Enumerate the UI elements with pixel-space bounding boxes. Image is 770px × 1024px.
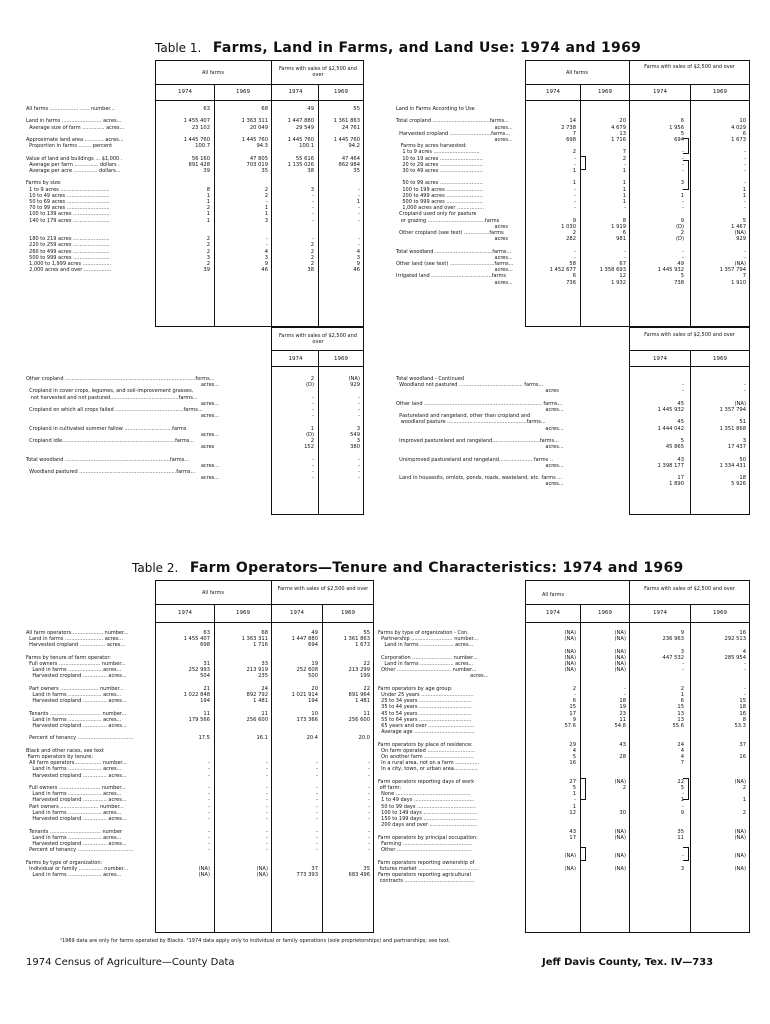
table1-cont-col-1969: - - (NA) 1 357 794 51 1 351 868 3 17 437 50 1 334 431 18 5 926 — [719, 382, 746, 488]
table1-right-col-1969-sales: 10 4 029 6 1 673 - - - - - 1 1 - - 5 1 467 (NA) 929 - - (NA) 1 357 794 7 1 910 — [719, 118, 746, 286]
table2-right-bracket-1 — [580, 778, 586, 800]
table1-right-hdr-sales: Farms with sales of $2,500 and over — [644, 64, 735, 70]
table2-right-bracket-4 — [683, 847, 689, 861]
table2-right-year-1974-b: 1974 — [653, 610, 667, 616]
table2-right-year-1969-b: 1969 — [713, 610, 727, 616]
table1-right-bracket-1 — [580, 156, 586, 170]
table2-right-hdr-sales: Farms with sales of $2,500 and over — [644, 586, 735, 592]
table2-right-stub: Farms by type of organization - Con. Partnership .......................... number... Land in farms ..................... acres... Corporation ......................... number... Land in farms ..................... acres... Other .................................. number... acres... Farm operators by age group: Under 25 years ................................. 25 to 34 years ................................. 35 to 44 years ................................. 45 to 54 years ................................. 55 to 64 years ................................. 65 years and over ............................. Average age ...................................... Farm operators by place of residence: On farm operated .............................. On another farm ............................... In a rural area, not on a farm ............... In a city, town, or urban area............... Farm operators reporting days of work off farm: None ............................................... 1 to 49 days ...................................... 50 to 99 days ..................................... 100 to 149 days .................................. 150 to 199 days .................................. 200 days and over .............................. Farm operators by principal occupation: Farming ............................................ Other ............................................... Farm operators reporting ownership of futures market ...................................... Farm operators reporting agricultural contracts ............................................ — [378, 630, 489, 885]
table2-left-col-1969-sales: 55 1 361 863 1 673 22 213 299 199 22 891 964 1 481 11 256 600 20.0 - - - - - - - - - - - - - 35 683 496 — [343, 630, 370, 878]
table1-mid-hdr: Farms with sales of $2,500 and over — [279, 333, 357, 345]
table1-right-bracket-3 — [683, 160, 689, 190]
table2-right-col-1974-sales: 9 236 963 3 447 532 - - 2 1 6 15 13 13 55.6 24 4 4 7 22 5 - 1 - 9 35 11 - 3 — [662, 630, 684, 872]
table1-left-col-1974-sales: 49 1 447 880 29 549 1 445 760 100.1 55 616 1 135 026 38 3 - - - - - - 2 2 2 2 38 — [287, 106, 314, 274]
table1-year-1969-b: 1969 — [334, 89, 348, 95]
table1-title — [155, 37, 641, 56]
table1-year-1974-a: 1974 — [178, 89, 192, 95]
table2-left-col-1974-all: 63 1 455 407 698 31 252 993 504 21 1 022 848 194 11 179 566 17.5 - - - - - - - - - - - - - (NA) (NA) — [183, 630, 210, 878]
table1-left-stub: All farms .................. ...... number... Land in farms ......................... acres... Average size of farm .............. acres... Approximate land area ............ acres... Proportion in farms ........ percent Value of land and buildings ... $1,000 . Average per farm ............... dollars . Average per acre ............... dollars... Farms by size: 1 to 9 acres ............................... 10 to 49 acres ........................... 50 to 69 acres ........................... 70 to 99 acres ........................... 100 to 139 acres ....................... 140 to 179 acres ....................... 180 to 219 acres ....................... 220 to 259 acres ....................... 260 to 499 acres ....................... 500 to 999 acres ....................... 1,000 to 1,999 acres .................. 2,000 acres and over ................. — [26, 106, 125, 274]
table2-left-year-1969-a: 1969 — [236, 610, 250, 616]
table1-hdr-all-farms: All farms — [201, 70, 225, 76]
table2-right-hdr-all: All farms — [541, 592, 565, 598]
table2-heading: Farm Operators—Tenure and Characteristics: 1974 and 1969 — [189, 560, 684, 576]
table2-left-year-1974-a: 1974 — [178, 610, 192, 616]
table1-right-col-1969-all: 20 4 679 13 1 716 7 2 - 1 1 1 1 1 - 8 1 919 6 981 - - 67 1 358 693 12 1 932 — [599, 118, 626, 286]
table1-cont-stub: Total woodland - Continued Woodland not pastured ........................................ farms... acres Other land .......................................................................... farms... acres... Pastureland and rangeland, other than cropland and woodland pasture ..................................................farms... acres... Improved pastureland and rangeland..............................farms... acres... Unimproved pastureland and rangeland..................... farms .. acres... Land in housesits, ornlots, ponds, roads, wasteland, etc. farms ... acres... — [396, 376, 564, 488]
table1-heading: Farms, Land in Farms, and Land Use: 1974 and 1969 — [212, 40, 642, 56]
table1-cont-hdr: Farms with sales of $2,500 and over — [644, 332, 735, 338]
table1-mid-year-1969: 1969 — [334, 356, 348, 362]
table2-left-year-1974-b: 1974 — [290, 610, 304, 616]
table1-right-year-1969-b: 1969 — [713, 89, 727, 95]
table1-year-1969-a: 1969 — [236, 89, 250, 95]
table1-left-col-1969-all: 68 1 363 311 20 049 1 445 760 94.3 47 805 703 019 35 2 2 - 1 1 3 - - 4 3 9 46 — [241, 106, 268, 274]
table1-cont-year-1969: 1969 — [713, 356, 727, 362]
table2-left-col-1974-sales: 49 1 447 880 694 19 252 608 500 20 1 021 914 194 10 173 366 20.4 - - - - - - - - - - - - - 37 773 393 — [291, 630, 318, 878]
table1-left-col-1974-all: 63 1 455 407 23 102 1 445 760 100.7 56 160 891 428 39 8 1 1 2 1 1 2 2 2 3 2 39 — [183, 106, 210, 274]
footer-county-page: Jeff Davis County, Tex. IV—733 — [542, 957, 714, 968]
table2-left-col-1969-all: 68 1 363 311 1 716 33 213 919 235 24 892 792 1 481 11 256 600 16.1 - - - - - - - - - - - - - (NA) (NA) — [241, 630, 268, 878]
table1-right-year-1974-b: 1974 — [653, 89, 667, 95]
table2-right-col-1969-all: (NA) (NA) (NA) (NA) (NA) (NA) - - 18 19 23 11 54.8 43 28 (NA) 2 30 (NA) (NA) (NA) (NA) — [614, 630, 626, 872]
table1-hdr-sales: Farms with sales of $2,500 and over — [279, 66, 357, 78]
table2-left-hdr-sales: Farms with sales of $2,500 and over — [277, 586, 369, 592]
table2-right-bracket-2 — [683, 778, 689, 800]
table2-right-year-1969-a: 1969 — [598, 610, 612, 616]
table1-right-col-1974-sales: 6 1 956 5 694 - - - - 3 - 1 - - 9 (D) 2 (D) - - 49 1 445 932 5 738 — [657, 118, 684, 286]
table2-footnote: ¹1969 data are only for farms operated by Blacks. ²1974 data apply only to individual or family operations (sole proprietorships) and partnerships; see text. — [60, 938, 451, 944]
table1-right-stub: Land in Farms According to Use Total cropland ....................................farms... acres... Harvested cropland ..........................farms... acres... Farms by acres harvested: 1 to 9 acres ............................. 10 to 19 acres ........................... 20 to 29 acres ........................... 30 to 49 acres ........................... 50 to 99 acres ........................... 100 to 199 acres ....................... 200 to 499 acres ....................... 500 to 999 acres ....................... 1,000 acres and over ................. Cropland used only for pasture or grazing ....................................farms acres Other cropland (see text) ................farms acres Total woodland ....................................farms... acres... Other land (see text) ............................farms... acres... Irrigated land ......................................farms acres... — [396, 106, 514, 286]
table2-right-col-1974-all: (NA) (NA) (NA) (NA) (NA) (NA) 2 - 6 15 17 9 57.6 29 4 5 16 27 5 1 - 1 12 43 17 (NA) (NA) — [564, 630, 576, 872]
table2-right-bracket-3 — [580, 847, 586, 861]
table1-right-hdr-all: All farms — [565, 70, 589, 76]
table1-right-col-1974-all: 14 2 738 7 698 2 - - 1 1 - - - - 9 1 030 2 282 - - 58 1 452 677 6 736 — [549, 118, 576, 286]
table2-left-hdr-all: All farms — [201, 590, 225, 596]
table1-mid-year-1974: 1974 — [288, 356, 303, 362]
table2-right-year-1974-a: 1974 — [546, 610, 560, 616]
table2-title — [132, 557, 684, 576]
table1-left-col-1969-sales: 55 1 361 863 24 761 1 445 760 94.2 47 464 862 984 35 - - 1 - - - - - 4 3 9 46 — [333, 106, 360, 274]
table1-year-1974-b: 1974 — [288, 89, 303, 95]
table2-number: Table 2. — [132, 561, 179, 575]
table2-left-stub: All farm operators.................... number... Land in farms ........................ acres... Harvested cropland ................ acres... Farms by tenure of farm operator: Full owners .......................... number... Land in farms ..................... acres... Harvested cropland ............... acres... Part owners ........................ number... Land in farms ..................... acres... Harvested cropland ............... acres... Tenants ................................ number... Land in farms ..................... acres... Harvested cropland ............... acres... Percent of tenancy ................................... Black and other races, see text Farm operators by tenure: All farm operators................. number... Land in farms ..................... acres... Harvested cropland ............... acres... Full owners .......................... number... Land in farms ..................... acres... Harvested cropland ............... acres... Part owners ........................ number... Land in farms ..................... acres... Harvested cropland ............... acres... Tenants ................................ number Land in farms ..................... acres... Harvested cropland ............... acres... Percent of tenancy ................................... Farms by type of organization: Individual or family ............... number... Land in farms ..................... acres... — [26, 630, 134, 878]
table1-number: Table 1. — [155, 41, 202, 55]
table2-left-year-1969-b: 1969 — [341, 610, 355, 616]
table1-mid-col-1974: 2 (D) - - - - 1 (D) 2 152 - - - - — [304, 376, 314, 482]
table1-mid-col-1969: (NA) 929 - - - - 3 549 3 380 - - - - — [348, 376, 360, 482]
table1-mid-stub: Other cropland ..................................................................................forms... acres... Cropland in cover crops, legumes, and soil-improvement grasses, not harvested and not pastured...........................................farms... acres... Cropland on which all crops failed ...........................................farms... acres... Cropland in cultivated summer fallow ..............................farms acres... Cropland idle.......................................................................farms... acres Total woodland ..................................................................farms... acres... Woodland pastured .............................................................farms... acres... — [26, 376, 220, 482]
footer-census-title: 1974 Census of Agriculture—County Data — [26, 957, 235, 968]
table1-cont-year-1974: 1974 — [653, 356, 667, 362]
table1-right-year-1974-a: 1974 — [546, 89, 560, 95]
table1-right-bracket-2 — [683, 138, 689, 154]
table1-right-year-1969-a: 1969 — [598, 89, 612, 95]
table1-cont-col-1974: - - 45 1 445 932 45 1 444 042 5 45 865 43 1 398 177 17 1 890 — [657, 382, 684, 488]
table2-right-col-1969-sales: 16 292 513 4 285 954 - - - - 15 18 16 8 53.3 37 16 (NA) 2 1 2 (NA) (NA) (NA) (NA) — [724, 630, 746, 872]
